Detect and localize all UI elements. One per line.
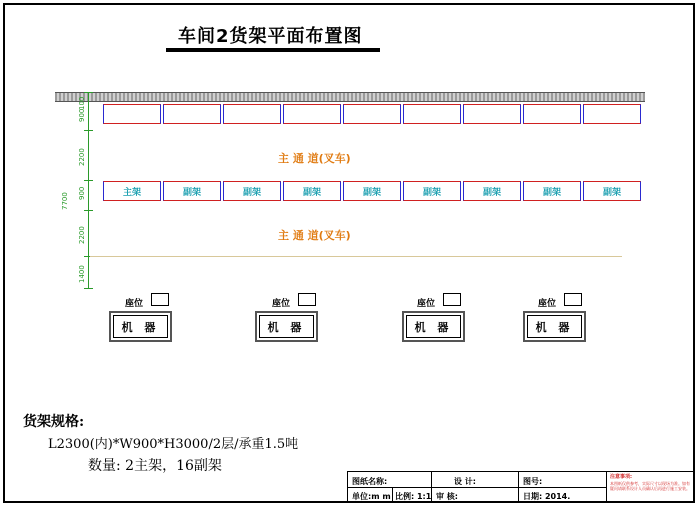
seat-box — [151, 293, 169, 306]
tb-drawing-no: 图号: — [523, 477, 543, 486]
seat-label: 座位 — [538, 299, 557, 309]
tb-divider — [392, 487, 393, 503]
dim-tick — [84, 92, 93, 93]
tb-divider — [606, 472, 607, 503]
tb-note-title: 注意事项: — [610, 474, 632, 480]
rack-top — [403, 104, 461, 124]
dim-label: 900 — [78, 108, 86, 122]
rack-row-top — [103, 104, 641, 126]
rack-top — [523, 104, 581, 124]
seat-label: 座位 — [125, 299, 144, 309]
tb-design: 设 计: — [454, 477, 476, 486]
rack-top — [163, 104, 221, 124]
aisle-label-top: 主 通 道(叉车) — [278, 152, 351, 165]
dim-tick — [84, 130, 93, 131]
title-block — [347, 471, 693, 503]
tb-divider — [518, 472, 519, 503]
page-title: 车间2货架平面布置图 — [178, 26, 363, 47]
machine-label: 机 器 — [259, 315, 314, 338]
rack-secondary: 副架 — [463, 181, 521, 201]
machine-label: 机 器 — [406, 315, 461, 338]
dimension-line — [88, 92, 89, 288]
tb-unit: 单位:m m — [352, 492, 391, 501]
dim-label: 2200 — [78, 148, 86, 166]
drawing-frame — [3, 3, 695, 503]
floor-boundary-line — [90, 256, 622, 257]
dim-small-label: 100 — [78, 96, 86, 110]
tb-scale: 比例: 1:1 — [395, 492, 432, 501]
aisle-label-bottom: 主 通 道(叉车) — [278, 229, 351, 242]
title-underline — [166, 48, 380, 52]
tb-note-body: 本图纸仅供参考，实际尺寸以现场为准。如有疑问请联系设计人员确认后再进行施工安装。 — [610, 481, 690, 491]
rack-secondary: 副架 — [523, 181, 581, 201]
spec-size: L2300(内)*W900*H3000/2层/承重1.5吨 — [48, 437, 299, 452]
machine-label: 机 器 — [527, 315, 582, 338]
rack-top — [283, 104, 341, 124]
spec-quantity: 数量: 2主架，16副架 — [88, 458, 222, 474]
tb-review: 审 核: — [436, 492, 458, 501]
spec-heading: 货架规格: — [23, 414, 85, 430]
machine — [255, 311, 318, 342]
seat-box — [564, 293, 582, 306]
seat-label: 座位 — [272, 299, 291, 309]
rack-top — [103, 104, 161, 124]
machine — [523, 311, 586, 342]
dim-total-label: 7700 — [61, 192, 69, 210]
dim-label: 2200 — [78, 226, 86, 244]
seat-box — [298, 293, 316, 306]
dim-label: 900 — [78, 186, 86, 200]
machine-label: 机 器 — [113, 315, 168, 338]
rack-row-bottom — [103, 181, 641, 203]
rack-secondary: 副架 — [583, 181, 641, 201]
machine — [402, 311, 465, 342]
tb-drawing-name: 图纸名称: — [352, 477, 388, 486]
rack-secondary: 副架 — [223, 181, 281, 201]
rack-secondary: 副架 — [343, 181, 401, 201]
rack-secondary: 副架 — [403, 181, 461, 201]
dim-tick — [84, 210, 93, 211]
seat-box — [443, 293, 461, 306]
rack-top — [463, 104, 521, 124]
rack-top — [223, 104, 281, 124]
dim-label: 1400 — [78, 265, 86, 283]
dim-tick — [84, 288, 93, 289]
wall-hatching — [55, 92, 645, 102]
machine — [109, 311, 172, 342]
tb-date: 日期: 2014. — [523, 492, 571, 501]
rack-top — [583, 104, 641, 124]
rack-top — [343, 104, 401, 124]
seat-label: 座位 — [417, 299, 436, 309]
rack-secondary: 副架 — [163, 181, 221, 201]
rack-main: 主架 — [103, 181, 161, 201]
rack-secondary: 副架 — [283, 181, 341, 201]
tb-divider — [348, 487, 606, 488]
dim-tick — [84, 180, 93, 181]
